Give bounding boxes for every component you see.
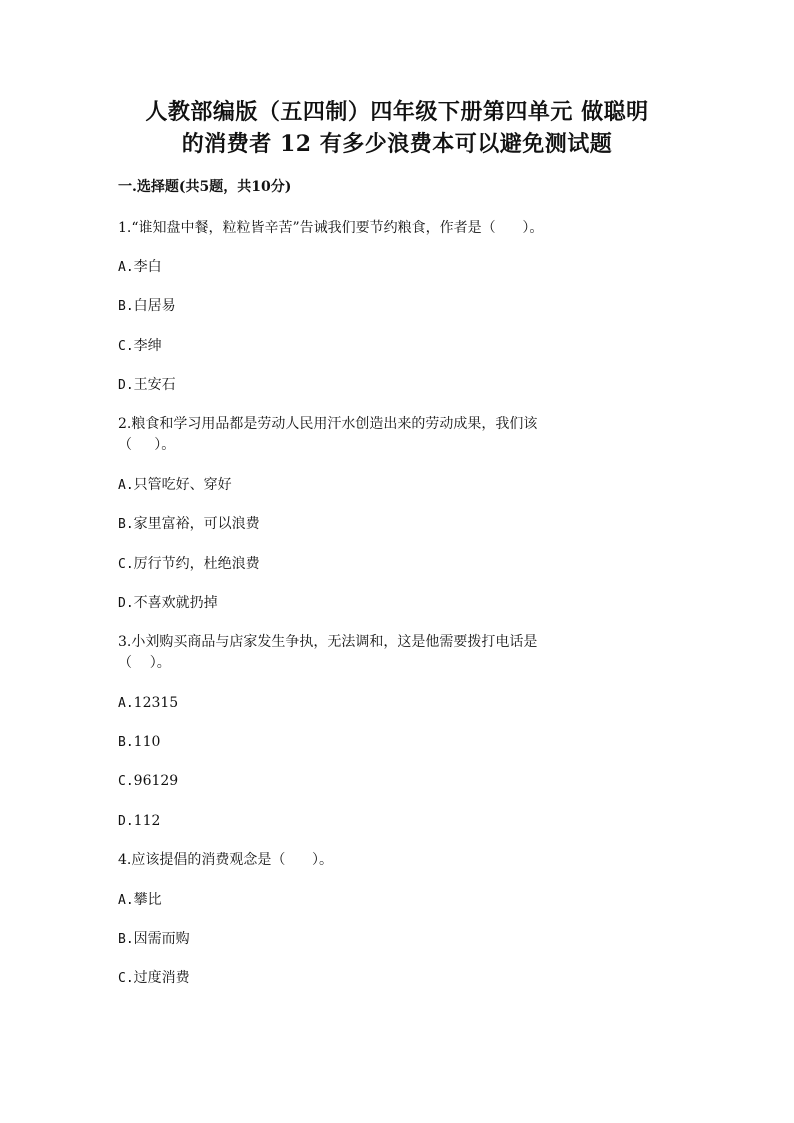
question-1-option-b: B.白居易 xyxy=(118,298,176,314)
question-4-option-c: C.过度消费 xyxy=(118,970,190,986)
question-2-option-b: B.家里富裕，可以浪费 xyxy=(118,516,260,532)
question-2-option-d: D.不喜欢就扔掉 xyxy=(118,595,218,611)
question-3-option-a: A.12315 xyxy=(118,695,179,711)
question-4-option-b: B.因需而购 xyxy=(118,931,190,947)
question-3-stem: 3.小刘购买商品与店家发生争执，无法调和，这是他需要拨打电话是 xyxy=(118,634,538,650)
question-2-stem-continued: （ ）。 xyxy=(118,437,176,453)
question-4-option-a: A.攀比 xyxy=(118,892,162,908)
title-line-1: 人教部编版（五四制）四年级下册第四单元 做聪明 xyxy=(145,99,649,125)
question-3-stem-continued: （ ）。 xyxy=(118,655,171,671)
question-3-option-c: C.96129 xyxy=(118,773,179,789)
question-3-option-d: D.112 xyxy=(118,813,161,829)
question-1-stem: 1.“谁知盘中餐，粒粒皆辛苦”告诫我们要节约粮食，作者是（ ）。 xyxy=(118,220,544,236)
question-4-stem: 4.应该提倡的消费观念是（ ）。 xyxy=(118,852,334,868)
question-3-option-b: B.110 xyxy=(118,734,161,750)
title-line-2: 的消费者 12 有多少浪费本可以避免测试题 xyxy=(181,131,613,157)
question-2-stem: 2.粮食和学习用品都是劳动人民用汗水创造出来的劳动成果，我们该 xyxy=(118,416,538,432)
section-heading: 一.选择题(共5题，共10分) xyxy=(118,179,292,195)
question-2-option-c: C.厉行节约，杜绝浪费 xyxy=(118,556,260,572)
question-1-option-d: D.王安石 xyxy=(118,377,176,393)
question-1-option-c: C.李绅 xyxy=(118,338,162,354)
question-2-option-a: A.只管吃好、穿好 xyxy=(118,477,232,493)
question-1-option-a: A.李白 xyxy=(118,259,162,275)
